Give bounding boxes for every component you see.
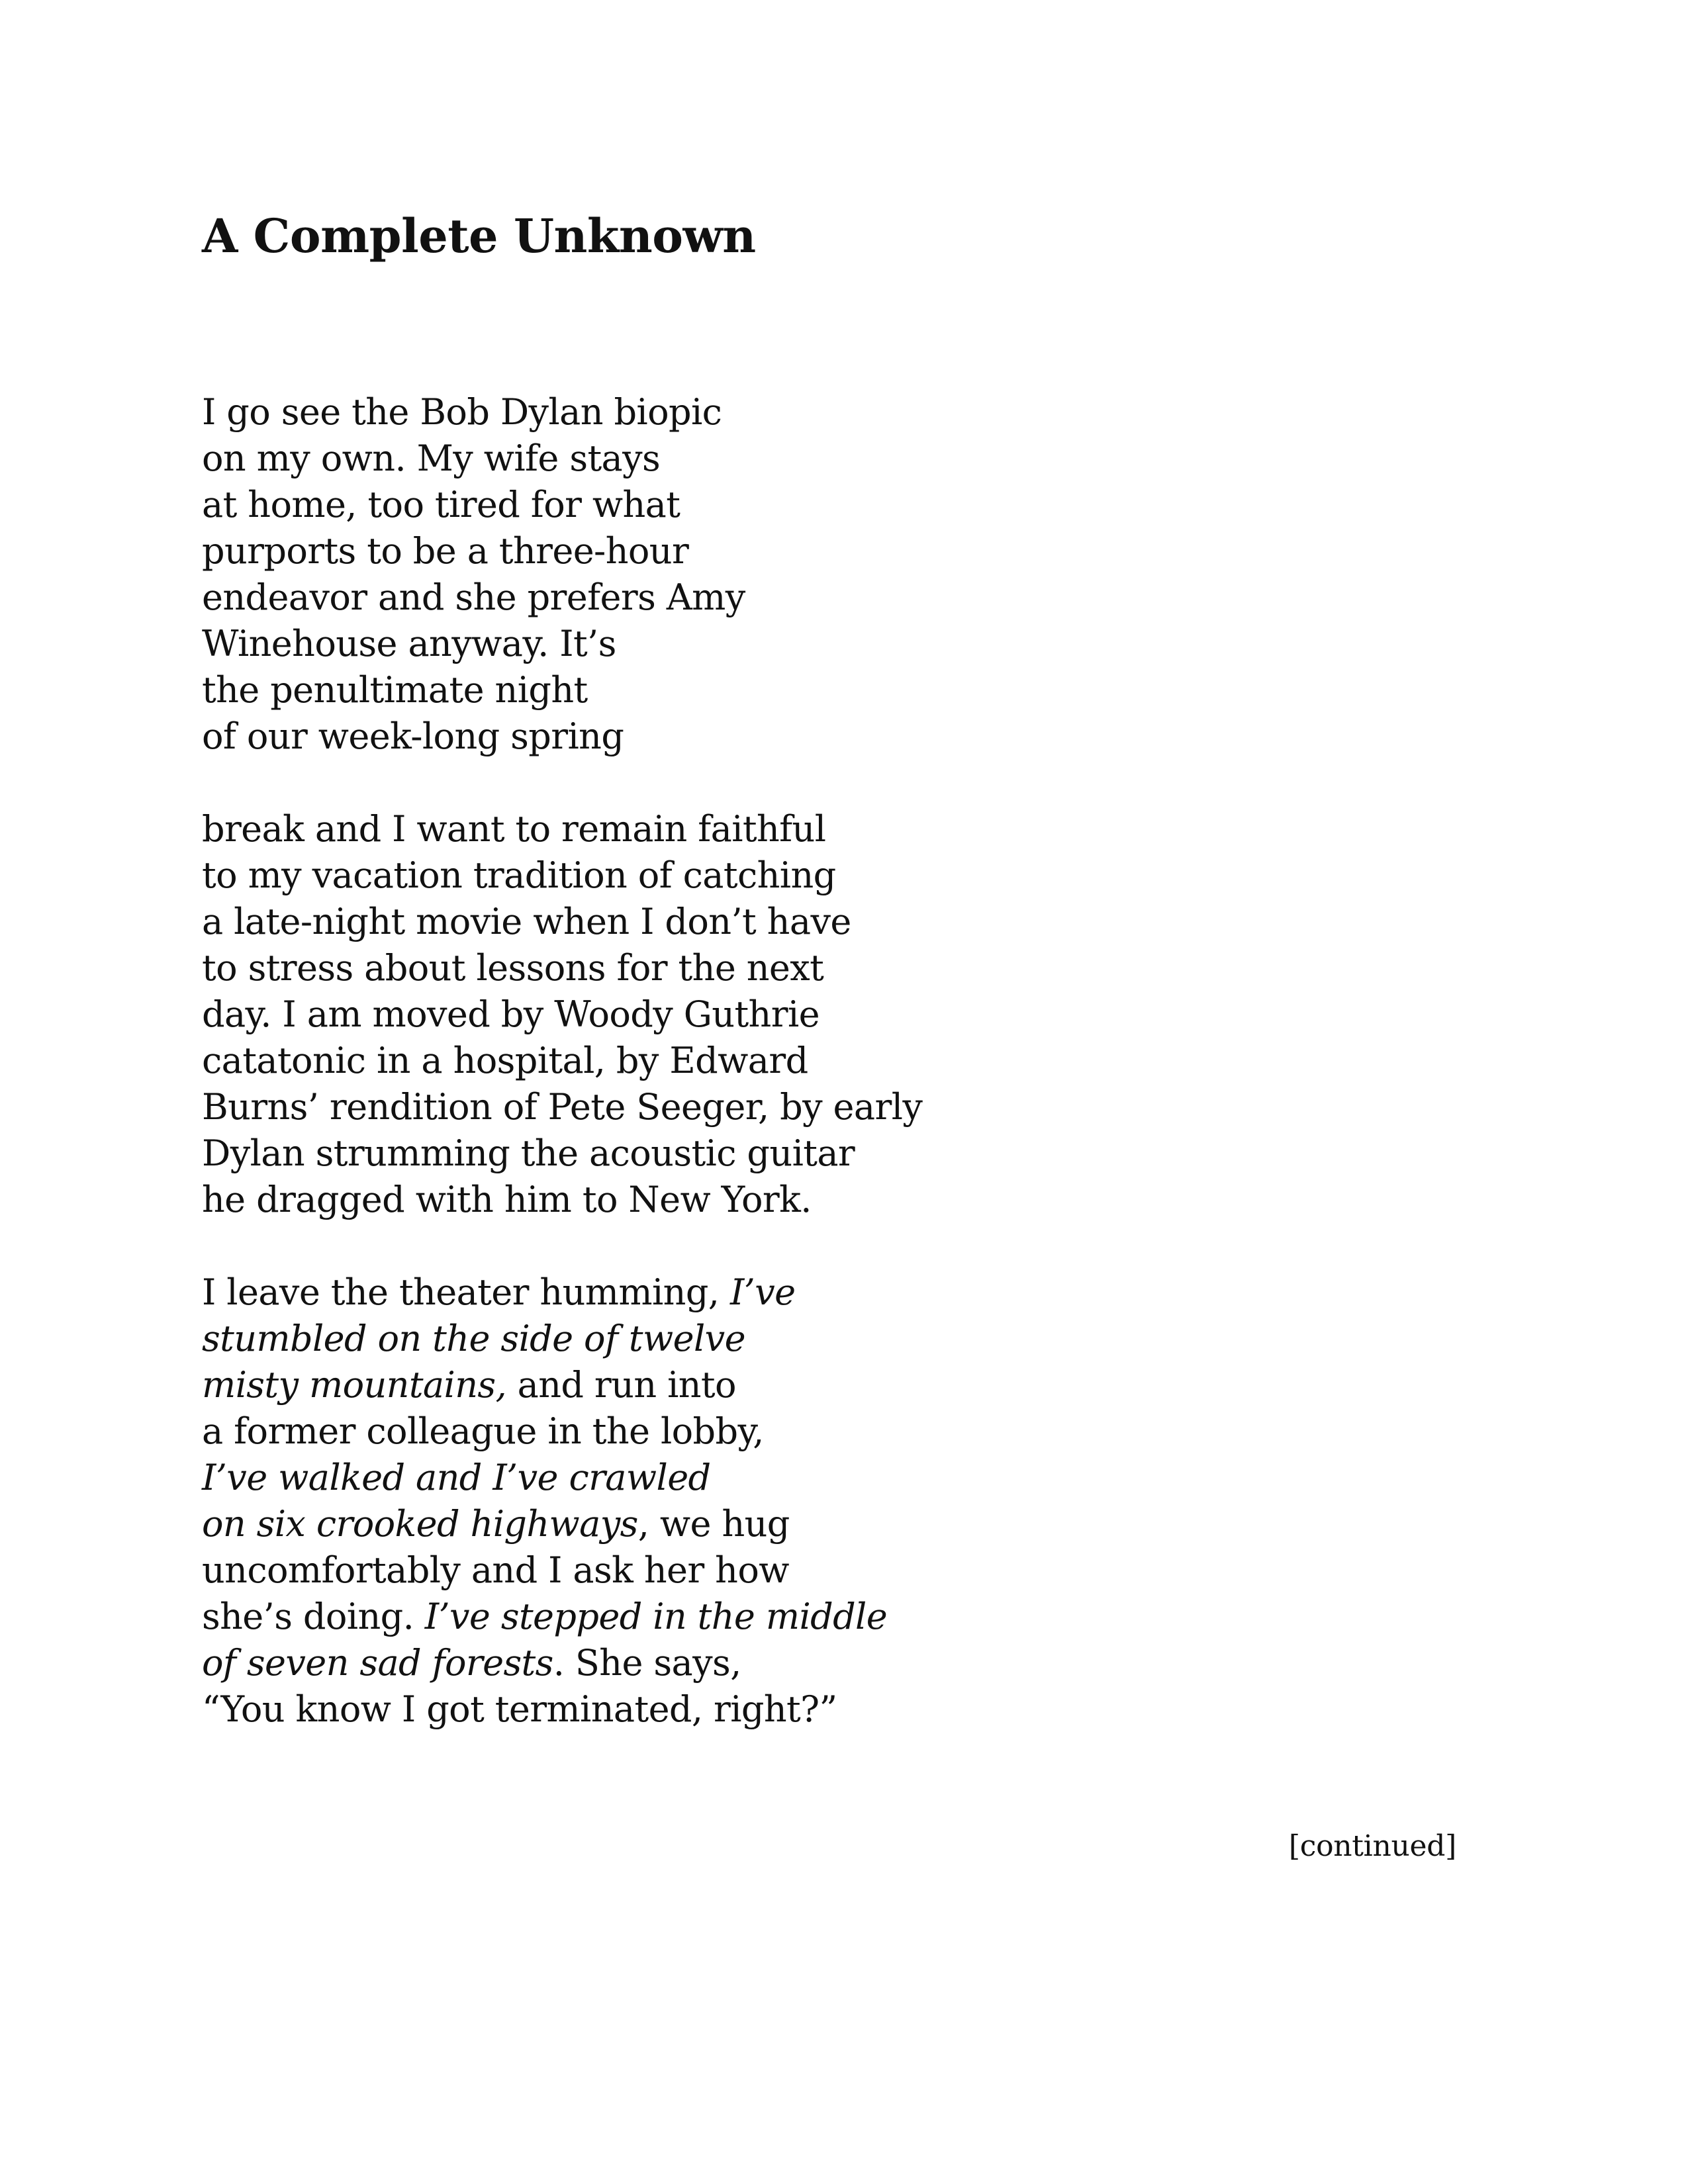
poem-line xyxy=(202,1640,1195,1686)
text-segment: purports to be a three-hour xyxy=(202,530,689,572)
italic-lyric-segment: misty mountains, xyxy=(202,1364,507,1406)
poem-line xyxy=(202,1547,1195,1594)
poem-line xyxy=(202,528,1195,574)
italic-lyric-segment: I’ve walked and I’ve crawled xyxy=(202,1457,711,1498)
text-segment: Burns’ rendition of Pete Seeger, by early xyxy=(202,1086,923,1128)
poem-line xyxy=(202,1362,1195,1408)
poem-line xyxy=(202,667,1195,713)
text-segment: a former colleague in the lobby, xyxy=(202,1410,764,1452)
text-segment: to my vacation tradition of catching xyxy=(202,854,836,896)
poem-line xyxy=(202,574,1195,621)
poem-line xyxy=(202,1130,1195,1177)
poem-line xyxy=(202,1455,1195,1501)
italic-lyric-segment: I’ve stepped in the middle xyxy=(424,1596,888,1637)
poem-line xyxy=(202,1084,1195,1130)
poem-line xyxy=(202,945,1195,991)
text-segment: on my own. My wife stays xyxy=(202,437,661,479)
poem-line xyxy=(202,899,1195,945)
poem-title: A Complete Unknown xyxy=(202,208,756,263)
poem-line xyxy=(202,991,1195,1038)
text-segment: I leave the theater humming, xyxy=(202,1271,730,1313)
poem-line xyxy=(202,482,1195,528)
poem-body xyxy=(202,389,1195,1779)
text-segment: . She says, xyxy=(553,1642,741,1684)
continued-marker: [continued] xyxy=(1288,1829,1456,1863)
italic-lyric-segment: on six crooked highways xyxy=(202,1503,638,1545)
text-segment: , we hug xyxy=(637,1503,790,1545)
italic-lyric-segment: I’ve xyxy=(729,1271,796,1313)
poem-line xyxy=(202,1408,1195,1455)
text-segment: Winehouse anyway. It’s xyxy=(202,623,616,664)
text-segment: at home, too tired for what xyxy=(202,484,680,525)
italic-lyric-segment: of seven sad forests xyxy=(202,1642,553,1684)
poem-line xyxy=(202,389,1195,435)
stanza xyxy=(202,1269,1195,1733)
text-segment: the penultimate night xyxy=(202,669,588,711)
text-segment: endeavor and she prefers Amy xyxy=(202,576,745,618)
poem-line xyxy=(202,1316,1195,1362)
text-segment: uncomfortably and I ask her how xyxy=(202,1549,789,1591)
text-segment: break and I want to remain faithful xyxy=(202,808,826,850)
poem-line xyxy=(202,621,1195,667)
poem-line xyxy=(202,713,1195,760)
text-segment: of our week-long spring xyxy=(202,715,624,757)
text-segment: he dragged with him to New York. xyxy=(202,1179,812,1220)
poem-line xyxy=(202,1594,1195,1640)
text-segment: and run into xyxy=(506,1364,736,1406)
poem-line xyxy=(202,1686,1195,1733)
italic-lyric-segment: stumbled on the side of twelve xyxy=(202,1318,745,1359)
text-segment: I go see the Bob Dylan biopic xyxy=(202,391,722,433)
text-segment: catatonic in a hospital, by Edward xyxy=(202,1040,808,1081)
poem-line xyxy=(202,1177,1195,1223)
poem-line xyxy=(202,1501,1195,1547)
poem-line xyxy=(202,1038,1195,1084)
poem-line xyxy=(202,1269,1195,1316)
poem-line xyxy=(202,852,1195,899)
text-segment: she’s doing. xyxy=(202,1596,425,1637)
stanza xyxy=(202,806,1195,1223)
text-segment: a late-night movie when I don’t have xyxy=(202,901,851,942)
text-segment: “You know I got terminated, right?” xyxy=(202,1688,837,1730)
text-segment: Dylan strumming the acoustic guitar xyxy=(202,1132,855,1174)
stanza xyxy=(202,389,1195,760)
poem-line xyxy=(202,435,1195,482)
poem-line xyxy=(202,806,1195,852)
text-segment: day. I am moved by Woody Guthrie xyxy=(202,993,820,1035)
text-segment: to stress about lessons for the next xyxy=(202,947,824,989)
